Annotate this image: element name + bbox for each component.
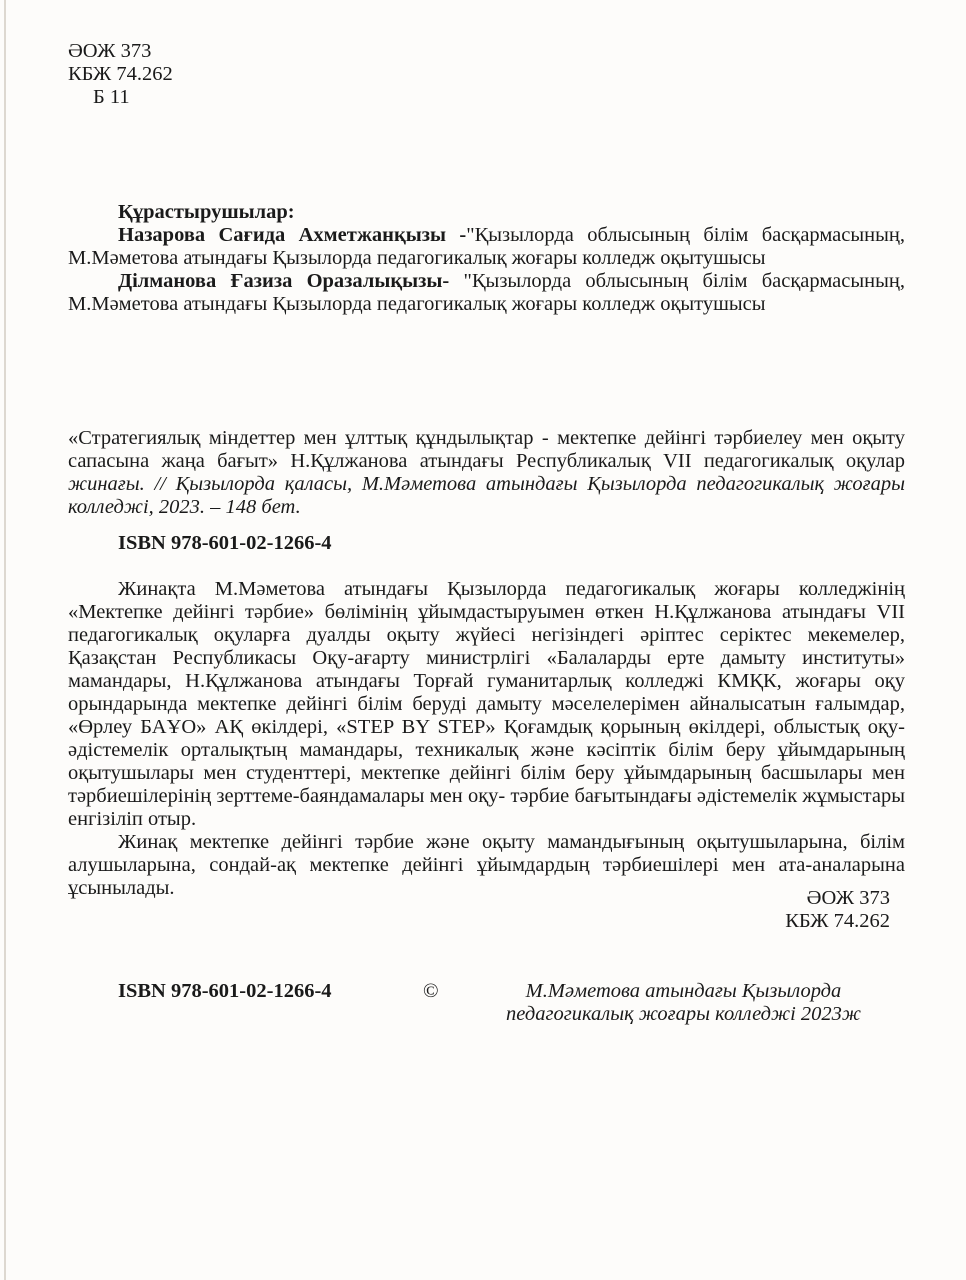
copyright-symbol: ©	[423, 980, 439, 1002]
isbn-top-text: ISBN 978-601-02-1266-4	[118, 532, 332, 554]
page-edge-line	[4, 0, 6, 1280]
citation-regular-part: «Стратегиялық міндеттер мен ұлттық құндылықтар - мектепке дейінгі тәрбиелеу мен оқыту сапасына жаңа бағыт» Н.Құлжанова атындағы Республикалық VII педагогикалық оқулар	[68, 427, 905, 472]
publisher-credit	[506, 980, 861, 1026]
udc-code-bottom: ӘОЖ 373	[806, 887, 890, 909]
annotation-paragraph-1: Жинақта М.Мәметова атындағы Қызылорда педагогикалық жоғары колледжінің «Мектепке дейінгі тәрбие» бөлімінің ұйымдастыруымен өткен Н.Құлжанова атындағы VII педагогикалық оқуларға дуалды оқыту жүйесі негізіндегі әріптес серіктес мекемелер, Қазақстан Республикасы Оқу-ағарту министрлігі «Балаларды ерте дамыту институты» мамандары, Н.Құлжанова атындағы Торғай гуманитарлық колледжі КМҚК, жоғары оқу орындарында мектепке дейінгі білім беруді дамыту мәселелерімен айналысатын ғалымдар, «Өрлеу БАҰО» АҚ өкілдері, «STEP BY STEP» Қоғамдық қорының өкілдері, облыстық оқу-әдістемелік орталықтың мамандары, техникалық және кәсіптік білім беру ұйымдарының оқытушылары мен студенттері, мектепке дейінгі білім беру ұйымдарының басшылары мен тәрбиешілерінің зерттеме-баяндамалары мен оқу- тәрбие бағытындағы әдістемелік жұмыстары енгізіліп отыр.	[68, 578, 905, 830]
bibliographic-citation	[68, 427, 905, 519]
publisher-credit-line-1: М.Мәметова атындағы Қызылорда	[525, 980, 842, 1002]
compiler-entry	[68, 270, 905, 316]
compilers-section	[68, 201, 905, 316]
classification-codes-top	[68, 40, 173, 109]
compiler-name: Назарова Сағида Ахметжанқызы -	[118, 224, 467, 246]
compiler-entry	[68, 224, 905, 270]
publisher-credit-line-2: педагогикалық жоғары колледжі 2023ж	[506, 1003, 861, 1025]
annotation-section	[68, 578, 905, 900]
citation-paragraph	[68, 427, 905, 519]
footer-isbn: ISBN 978-601-02-1266-4	[118, 980, 332, 1002]
compilers-heading: Құрастырушылар:	[118, 201, 295, 223]
isbn-line-top	[68, 532, 905, 555]
footer-row	[68, 980, 905, 1040]
compiler-description: "Қызылорда облысының білім басқармасының, М.Мәметова атындағы Қызылорда педагогикалық жоғары колледж оқытушысы	[68, 224, 905, 269]
compiler-name: Ділманова Ғазиза Оразалықызы-	[118, 270, 450, 292]
author-sign-code: Б 11	[93, 86, 130, 108]
citation-italic-part: жинағы. // Қызылорда қаласы, М.Мәметова атындағы Қызылорда педагогикалық жоғары колледжі, 2023. – 148 бет.	[68, 473, 905, 518]
compiler-description: "Қызылорда облысының білім басқармасының, М.Мәметова атындағы Қызылорда педагогикалық жоғары колледж оқытушысы	[68, 270, 905, 315]
classification-codes-bottom	[785, 887, 890, 933]
bbk-code-bottom: КБЖ 74.262	[785, 910, 890, 932]
bbk-code-top: КБЖ 74.262	[68, 63, 173, 85]
annotation-paragraph-2: Жинақ мектепке дейінгі тәрбие және оқыту мамандығының оқытушыларына, білім алушыларына, сондай-ақ мектепке дейінгі ұйымдардың тәрбиешілері мен ата-аналарына ұсынылады.	[68, 831, 905, 899]
udc-code-top: ӘОЖ 373	[68, 40, 152, 62]
